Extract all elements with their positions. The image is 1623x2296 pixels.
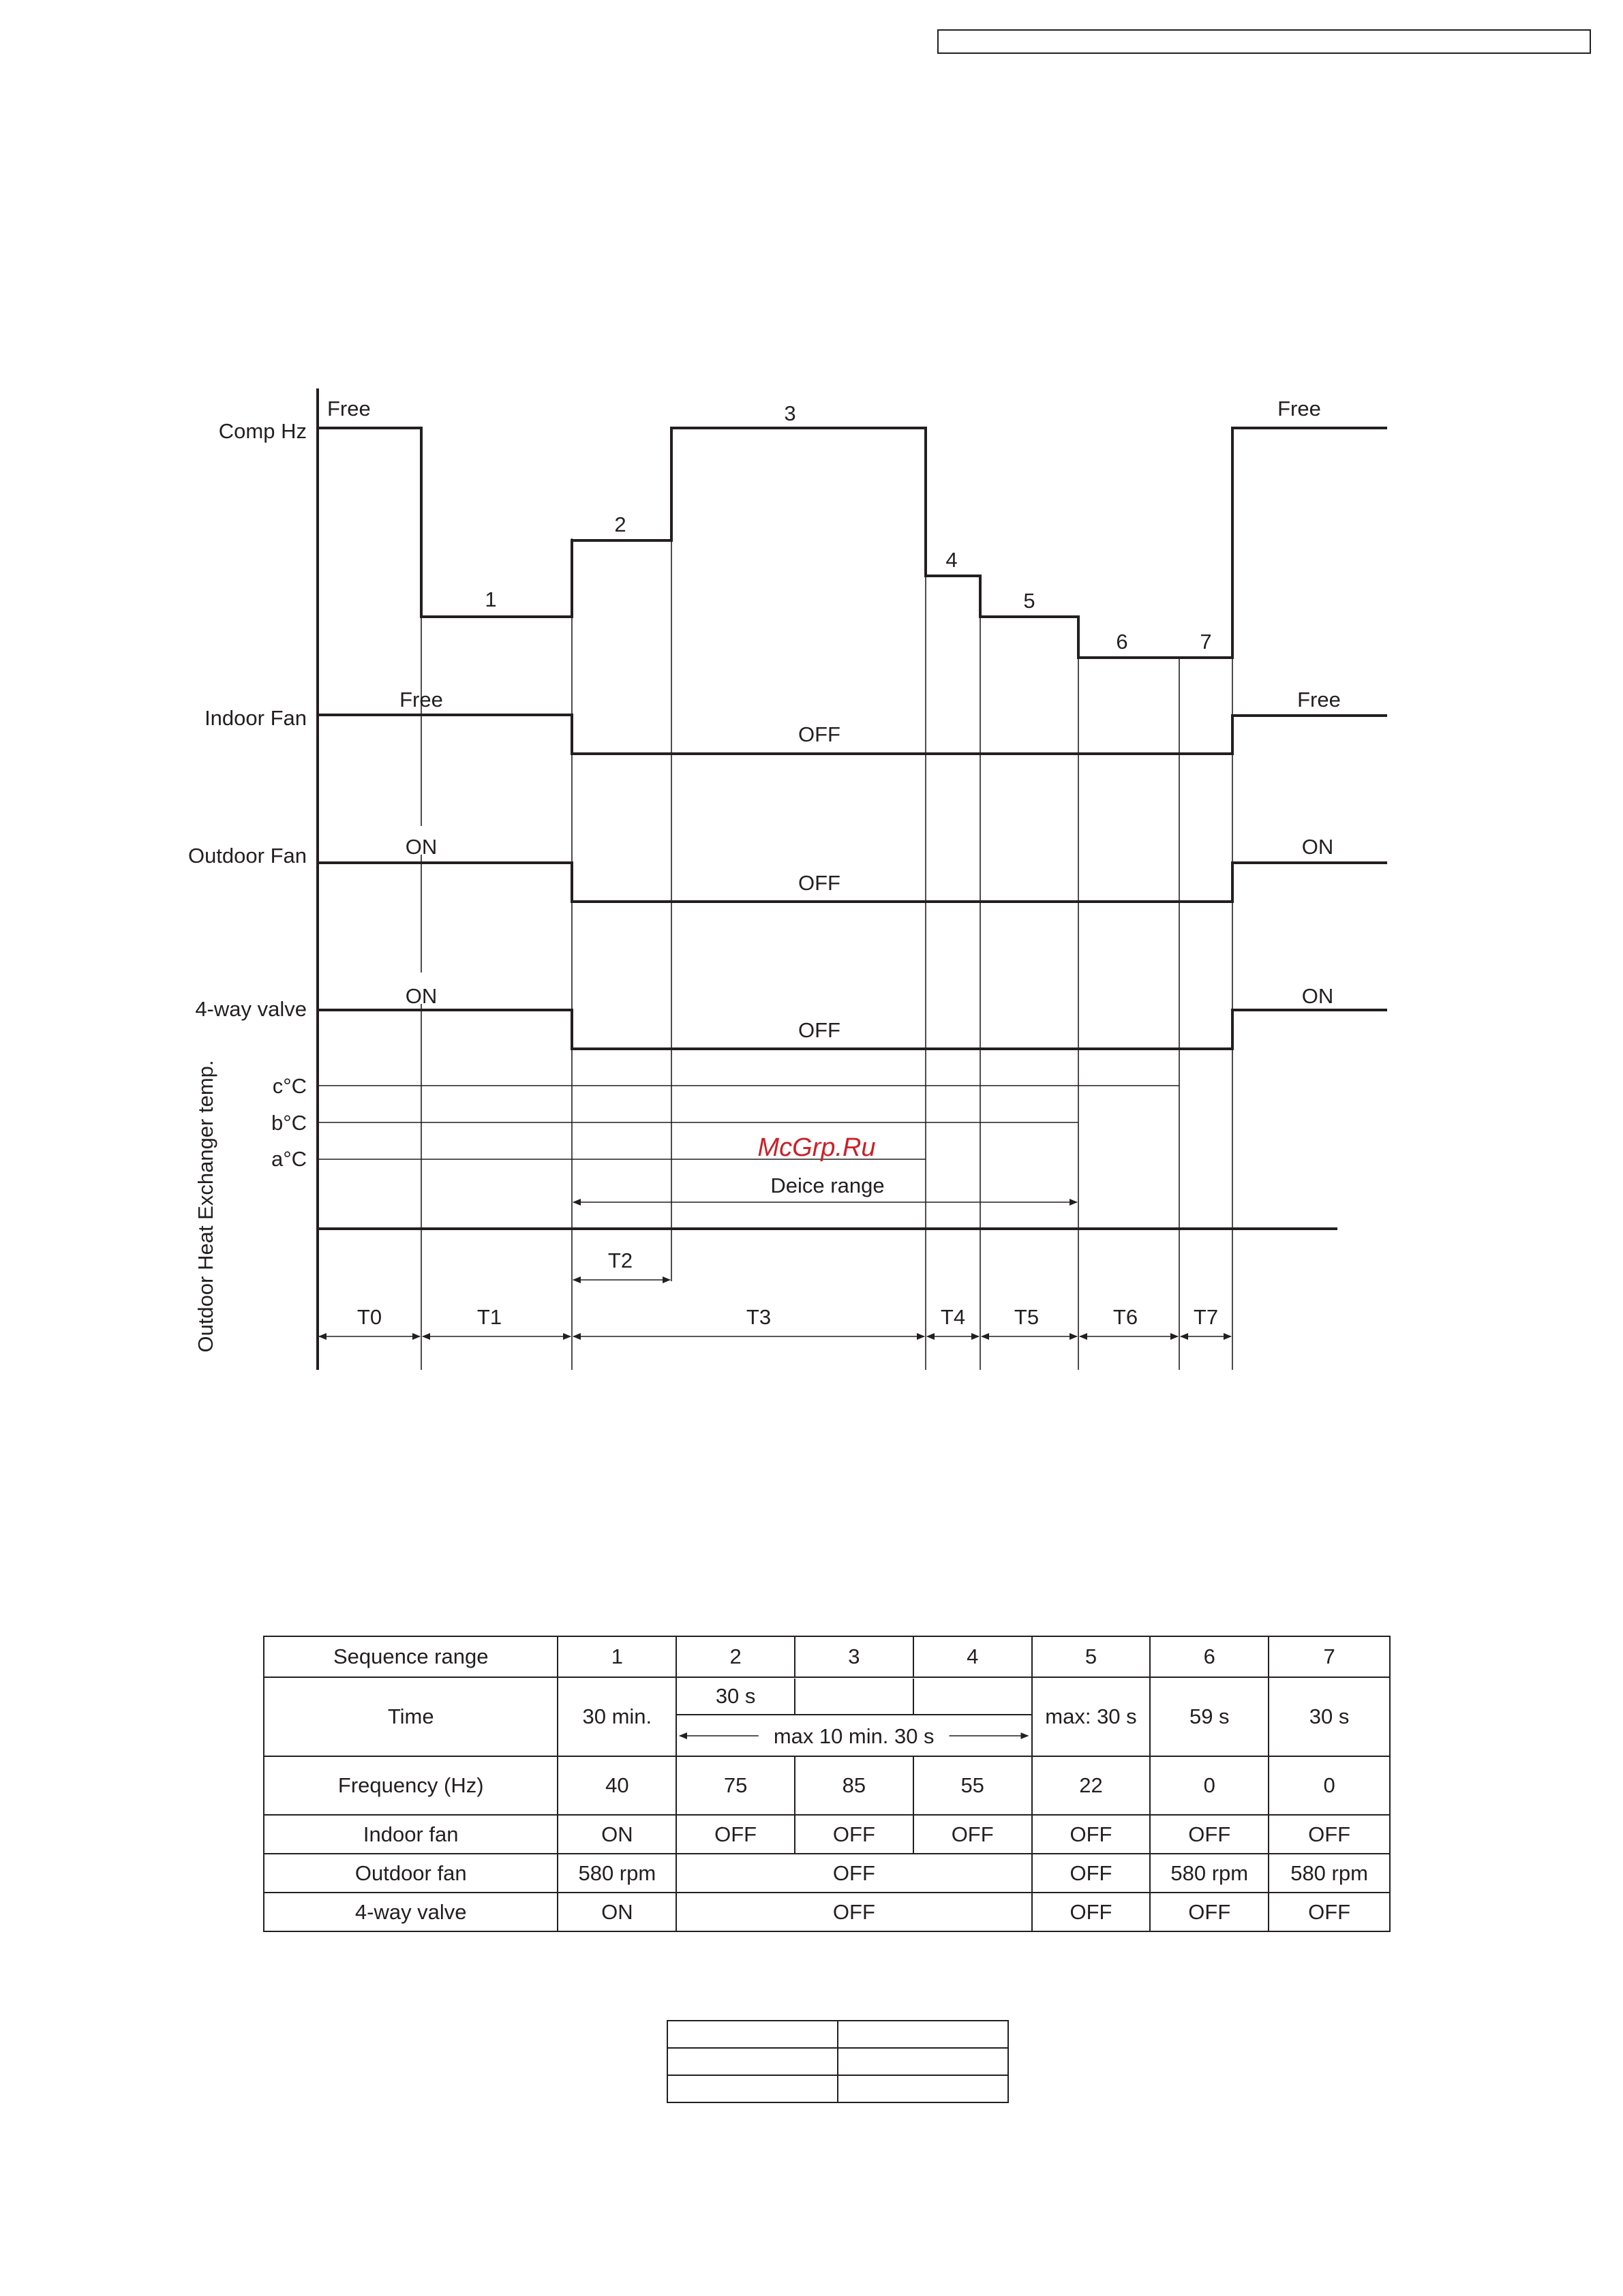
comp-step-1: 1 (485, 587, 497, 611)
outdoor-fan-off: OFF (798, 871, 840, 895)
range-3: 3 (795, 1636, 913, 1677)
freq-7: 0 (1269, 1756, 1390, 1815)
time-r5: max: 30 s (1032, 1677, 1151, 1756)
time-r3 (795, 1679, 914, 1715)
time-r7: 30 s (1269, 1677, 1390, 1756)
valve-off: OFF (798, 1018, 840, 1042)
label-outdoor-fan: Outdoor Fan (187, 844, 307, 868)
period-t5: T5 (1014, 1305, 1040, 1329)
range-7: 7 (1269, 1636, 1390, 1677)
outdoor-6: 580 rpm (1150, 1854, 1269, 1893)
freq-6: 0 (1150, 1756, 1269, 1815)
valve-on-right: ON (1301, 984, 1334, 1008)
label-four-way-valve: 4-way valve (195, 997, 307, 1021)
temp-threshold-lines (318, 1086, 1179, 1159)
table-row (264, 1677, 1390, 1756)
comp-step-5: 5 (1023, 589, 1035, 613)
comp-step-7: 7 (1200, 630, 1212, 654)
time-r234-cell (676, 1677, 1031, 1756)
freq-2: 75 (676, 1756, 795, 1815)
time-r6: 59 s (1150, 1677, 1269, 1756)
indoor-3: OFF (795, 1815, 913, 1854)
table-row (264, 1756, 1390, 1815)
indoor-fan-off: OFF (798, 722, 840, 746)
indoor-fan-free-right: Free (1297, 688, 1341, 711)
outdoor-fan-on-right: ON (1301, 835, 1334, 859)
period-t1: T1 (476, 1305, 502, 1329)
comp-step-4: 4 (945, 548, 958, 572)
temp-a: a°C (271, 1147, 307, 1171)
range-5: 5 (1032, 1636, 1151, 1677)
freq-1: 40 (558, 1756, 676, 1815)
period-t7: T7 (1193, 1305, 1219, 1329)
valve-234: OFF (676, 1893, 1031, 1931)
comp-free-left: Free (327, 397, 371, 420)
table-row (667, 2021, 1008, 2048)
outdoor-234: OFF (676, 1854, 1031, 1893)
comp-step-6: 6 (1116, 630, 1128, 654)
label-indoor-fan: Indoor Fan (204, 706, 307, 730)
range-4: 4 (913, 1636, 1032, 1677)
range-1: 1 (558, 1636, 676, 1677)
row-label-frequency: Frequency (Hz) (264, 1756, 558, 1815)
empty-small-table (667, 2020, 1009, 2103)
freq-3: 85 (795, 1756, 913, 1815)
freq-5: 22 (1032, 1756, 1151, 1815)
row-label-outdoor-fan: Outdoor fan (264, 1854, 558, 1893)
valve-1: ON (558, 1893, 676, 1931)
valve-7: OFF (1269, 1893, 1390, 1931)
sequence-table (263, 1636, 1391, 1932)
outdoor-1: 580 rpm (558, 1854, 676, 1893)
row-label-indoor-fan: Indoor fan (264, 1815, 558, 1854)
indoor-4: OFF (913, 1815, 1032, 1854)
range-6: 6 (1150, 1636, 1269, 1677)
table-row (264, 1815, 1390, 1854)
row-label-four-way-valve: 4-way valve (264, 1893, 558, 1931)
deice-range-label: Deice range (770, 1174, 885, 1197)
period-t3: T3 (746, 1305, 772, 1329)
indoor-fan-waveform (318, 715, 1387, 754)
table-row (667, 2075, 1008, 2102)
label-heat-exchanger-temp: Outdoor Heat Exchanger temp. (194, 1060, 217, 1353)
valve-6: OFF (1150, 1893, 1269, 1931)
outdoor-7: 580 rpm (1269, 1854, 1390, 1893)
time-max-arrow (677, 1722, 1031, 1749)
table-row (667, 2048, 1008, 2075)
table-row (264, 1893, 1390, 1931)
row-label-time: Time (264, 1677, 558, 1756)
indoor-6: OFF (1150, 1815, 1269, 1854)
indoor-fan-free-left: Free (399, 688, 443, 711)
comp-step-2: 2 (614, 512, 626, 536)
time-r2: 30 s (677, 1679, 795, 1715)
time-r234-max: max 10 min. 30 s (774, 1724, 935, 1748)
temp-c: c°C (272, 1074, 307, 1098)
four-way-valve-waveform (318, 1010, 1387, 1049)
period-t0: T0 (357, 1305, 382, 1329)
indoor-1: ON (558, 1815, 676, 1854)
outdoor-5: OFF (1032, 1854, 1151, 1893)
row-label-sequence: Sequence range (264, 1636, 558, 1677)
watermark-text: McGrp.Ru (757, 1133, 876, 1162)
comp-free-right: Free (1277, 397, 1321, 420)
indoor-2: OFF (676, 1815, 795, 1854)
range-2: 2 (676, 1636, 795, 1677)
time-r1: 30 min. (558, 1677, 676, 1756)
temp-b: b°C (271, 1111, 307, 1135)
table-row (264, 1636, 1390, 1677)
freq-4: 55 (913, 1756, 1032, 1815)
valve-5: OFF (1032, 1893, 1151, 1931)
outdoor-fan-waveform (318, 863, 1387, 902)
outdoor-fan-on-left: ON (405, 835, 438, 859)
time-r4 (914, 1679, 1031, 1715)
period-t4: T4 (940, 1305, 966, 1329)
label-comp-hz: Comp Hz (218, 419, 307, 443)
table-row (264, 1854, 1390, 1893)
period-t6: T6 (1112, 1305, 1138, 1329)
comp-hz-waveform (318, 428, 1387, 658)
valve-on-left: ON (405, 984, 438, 1008)
indoor-7: OFF (1269, 1815, 1390, 1854)
period-t2: T2 (607, 1249, 633, 1272)
comp-step-3: 3 (784, 401, 796, 425)
indoor-5: OFF (1032, 1815, 1151, 1854)
